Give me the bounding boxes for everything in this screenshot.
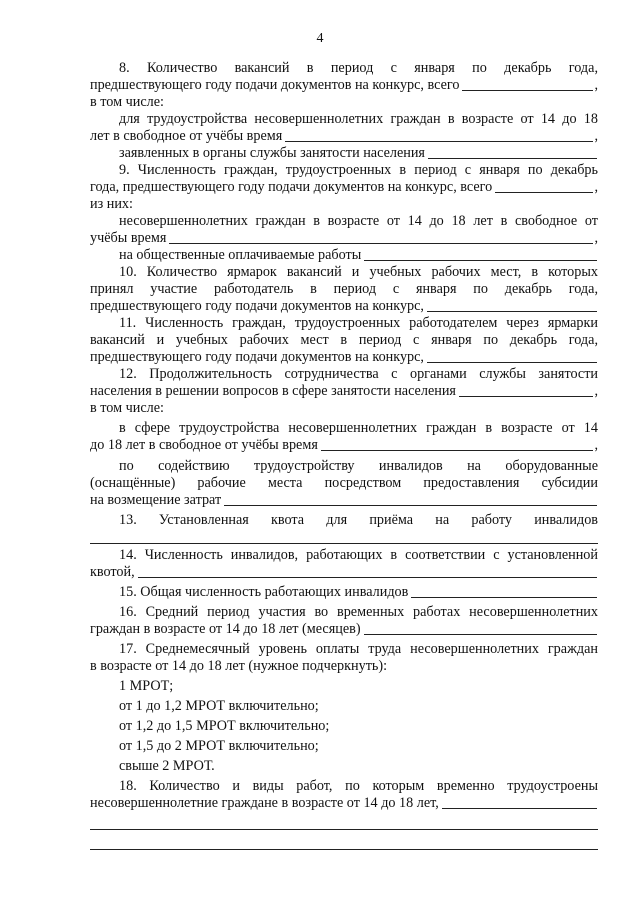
item-10-line-3 xyxy=(90,298,598,315)
item-12-sub-2-line-1: по содействию трудоустройству инвалидов на оборудованные xyxy=(119,458,598,474)
item-17-option-2[interactable]: от 1 до 1,2 МРОТ включительно; xyxy=(119,698,319,714)
item-14-line-2 xyxy=(90,564,598,581)
item-9-line-1: 9. Численность граждан, трудоустроенных в период с января по декабрь xyxy=(119,162,598,178)
item-9-sub-1-text: учёбы время xyxy=(90,230,167,246)
item-12-sub-2-line-2: (оснащённые) рабочие места посредством предоставления субсидии xyxy=(90,475,598,491)
item-12-sub-2-text: на возмещение затрат xyxy=(90,492,222,508)
item-14-line-2-text: квотой, xyxy=(90,564,135,580)
item-10-line-2: принял участие работодатель в период с января по декабрь года, xyxy=(90,281,598,297)
item-12-sub-1-line-2 xyxy=(90,437,598,454)
item-18-blank[interactable] xyxy=(442,795,597,809)
item-12-line-3: в том числе: xyxy=(90,400,164,416)
item-17-option-5[interactable]: свыше 2 МРОТ. xyxy=(119,758,215,774)
item-9-blank[interactable] xyxy=(495,179,593,193)
item-12-sub-1-comma: , xyxy=(594,437,598,453)
item-8-line-3: в том числе: xyxy=(90,94,164,110)
item-9-sub-1-line-2 xyxy=(90,230,598,247)
item-9-line-3: из них: xyxy=(90,196,133,212)
item-18-blank-line-2[interactable] xyxy=(90,829,598,830)
item-9-line-2-text: года, предшествующего году подачи документов на конкурс, всего xyxy=(90,179,493,195)
item-12-sub-2-blank[interactable] xyxy=(224,492,597,506)
item-14-blank[interactable] xyxy=(138,564,597,578)
item-9-sub-2-text: на общественные оплачиваемые работы xyxy=(119,247,362,263)
item-11-blank[interactable] xyxy=(427,349,597,363)
item-10-blank[interactable] xyxy=(427,298,597,312)
item-17-line-1: 17. Среднемесячный уровень оплаты труда несовершеннолетних граждан xyxy=(119,641,598,657)
item-12-sub-1-text: до 18 лет в свободное от учёбы время xyxy=(90,437,318,453)
item-13-line-1: 13. Установленная квота для приёма на работу инвалидов xyxy=(119,512,598,528)
item-12-blank[interactable] xyxy=(459,383,594,397)
item-8-sub-2 xyxy=(119,145,598,162)
item-16-blank[interactable] xyxy=(364,621,597,635)
item-15 xyxy=(119,584,598,601)
item-10-line-1: 10. Количество ярмарок вакансий и учебных рабочих мест, в которых xyxy=(119,264,598,280)
item-18-line-1: 18. Количество и виды работ, по которым временно трудоустроены xyxy=(119,778,598,794)
item-17-option-1[interactable]: 1 МРОТ; xyxy=(119,678,174,694)
item-8-line-1: 8. Количество вакансий в период с января по декабрь года, xyxy=(119,60,598,76)
item-8-comma: , xyxy=(594,77,598,93)
item-17-option-4[interactable]: от 1,5 до 2 МРОТ включительно; xyxy=(119,738,319,754)
item-11-line-3-text: предшествующего году подачи документов на конкурс, xyxy=(90,349,424,365)
item-8-sub-1-comma: , xyxy=(594,128,598,144)
item-11-line-3 xyxy=(90,349,598,366)
item-9-sub-1-blank[interactable] xyxy=(169,230,593,244)
item-10-line-3-text: предшествующего году подачи документов на конкурс, xyxy=(90,298,424,314)
item-13-blank[interactable] xyxy=(90,543,598,544)
item-8-sub-1-blank[interactable] xyxy=(285,128,593,142)
item-15-blank[interactable] xyxy=(411,584,597,598)
item-14-line-1: 14. Численность инвалидов, работающих в соответствии с установленной xyxy=(119,547,598,563)
item-16-line-2 xyxy=(90,621,598,638)
item-11-line-1: 11. Численность граждан, трудоустроенных работодателем через ярмарки xyxy=(119,315,598,331)
item-9-sub-2-blank[interactable] xyxy=(364,247,597,261)
item-12-sub-2-line-3 xyxy=(90,492,598,509)
item-18-line-2 xyxy=(90,795,598,812)
item-12-line-2-text: населения в решении вопросов в сфере занятости населения xyxy=(90,383,456,399)
item-9-line-2 xyxy=(90,179,598,196)
item-12-comma: , xyxy=(594,383,598,399)
item-9-sub-1-comma: , xyxy=(594,230,598,246)
item-12-line-2 xyxy=(90,383,598,400)
item-8-blank[interactable] xyxy=(462,77,593,91)
item-11-line-2: вакансий и учебных рабочих мест в период с января по декабрь года, xyxy=(90,332,598,348)
item-8-sub-2-text: заявленных в органы службы занятости населения xyxy=(119,145,425,161)
item-8-sub-2-blank[interactable] xyxy=(428,145,597,159)
item-8-line-2 xyxy=(90,77,598,94)
item-12-sub-1-line-1: в сфере трудоустройства несовершеннолетних граждан в возрасте от 14 xyxy=(119,420,598,436)
item-15-text: 15. Общая численность работающих инвалидов xyxy=(119,584,409,600)
page-number: 4 xyxy=(316,31,324,46)
item-17-option-3[interactable]: от 1,2 до 1,5 МРОТ включительно; xyxy=(119,718,330,734)
item-8-sub-1-line-2 xyxy=(90,128,598,145)
item-8-sub-1-text: лет в свободное от учёбы время xyxy=(90,128,283,144)
item-17-line-2: в возрасте от 14 до 18 лет (нужное подчеркнуть): xyxy=(90,658,388,674)
item-18-line-2-text: несовершеннолетние граждане в возрасте от 14 до 18 лет, xyxy=(90,795,439,811)
item-18-blank-line-3[interactable] xyxy=(90,849,598,850)
item-9-sub-1-line-1: несовершеннолетних граждан в возрасте от 14 до 18 лет в свободное от xyxy=(119,213,598,229)
item-16-line-2-text: граждан в возрасте от 14 до 18 лет (месяцев) xyxy=(90,621,361,637)
item-16-line-1: 16. Средний период участия во временных работах несовершеннолетних xyxy=(119,604,598,620)
item-8-line-2-text: предшествующего году подачи документов на конкурс, всего xyxy=(90,77,460,93)
item-12-sub-1-blank[interactable] xyxy=(321,437,594,451)
item-12-line-1: 12. Продолжительность сотрудничества с органами службы занятости xyxy=(119,366,598,382)
item-9-comma: , xyxy=(594,179,598,195)
item-8-sub-1-line-1: для трудоустройства несовершеннолетних граждан в возрасте от 14 до 18 xyxy=(119,111,598,127)
item-9-sub-2 xyxy=(119,247,598,264)
